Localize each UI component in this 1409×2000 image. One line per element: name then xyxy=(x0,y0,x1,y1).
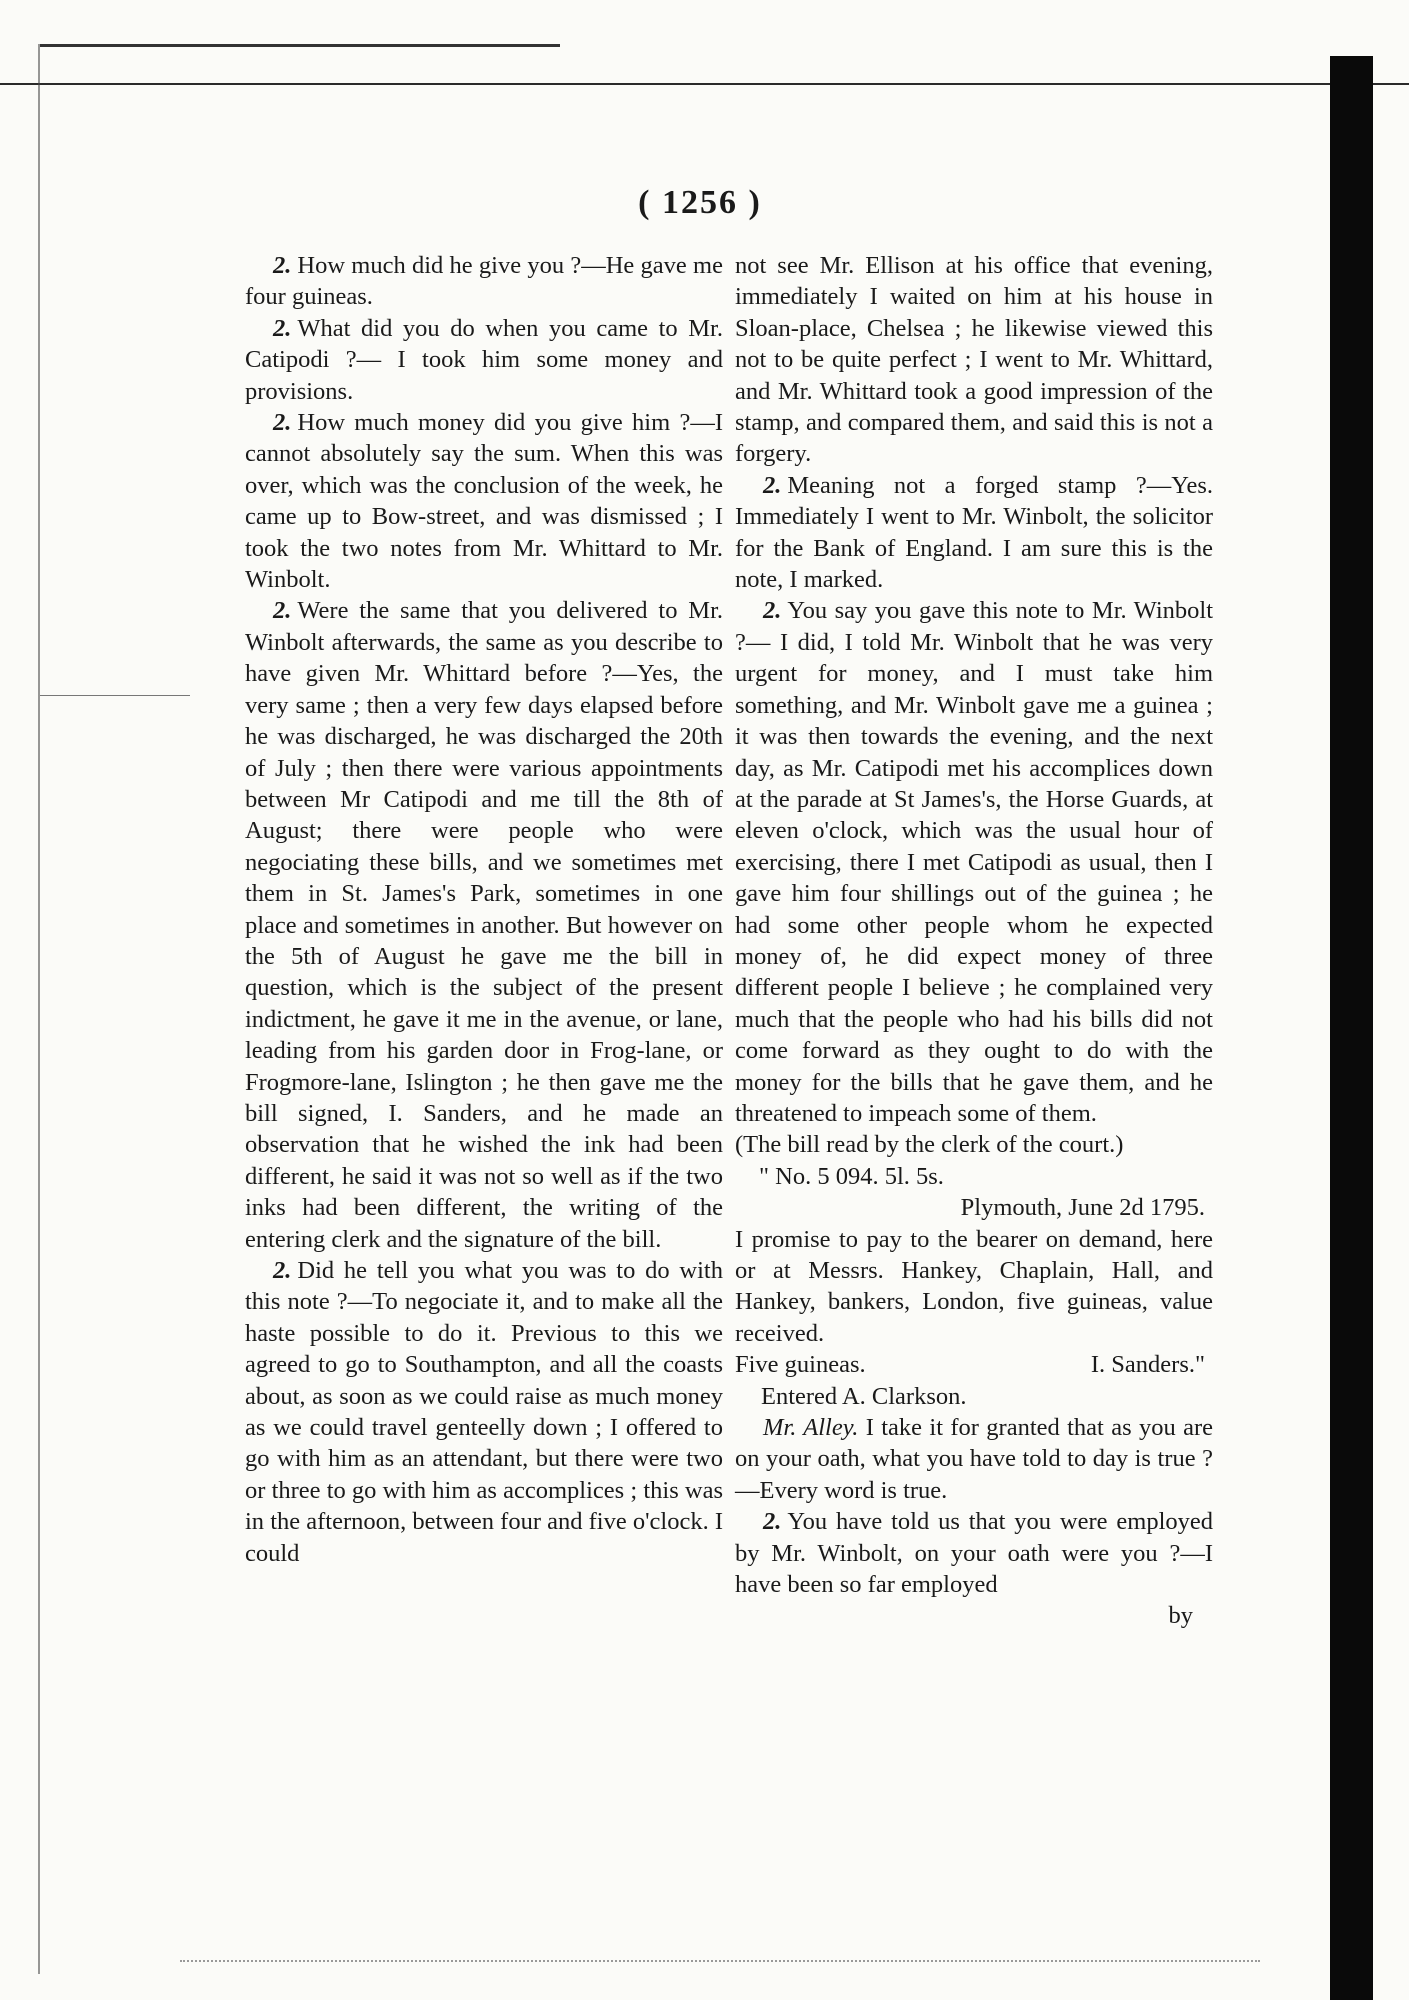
speaker-name: Mr. Alley. xyxy=(763,1414,859,1442)
paragraph-text: Meaning not a forged stamp ?—Yes. Immediately I went to Mr. Winbolt, the solicitor for the Bank of England. I am sure this is the note, I marked. xyxy=(735,471,1213,594)
scan-artifact-left-rule xyxy=(40,695,190,696)
question-mark-symbol: 2. xyxy=(273,314,292,342)
paragraph xyxy=(245,595,723,1255)
question-mark-symbol: 2. xyxy=(763,471,782,499)
paragraph-text: What did you do when you came to Mr. Catipodi ?— I took him some money and provisions. xyxy=(245,314,723,405)
bill-place-date: Plymouth, June 2d 1795. xyxy=(960,1194,1205,1222)
scan-artifact-top-dash xyxy=(40,44,560,47)
paragraph xyxy=(245,250,723,313)
scan-artifact-right-bar xyxy=(1330,56,1373,2000)
bill-number: " No. 5 094. 5l. 5s. xyxy=(759,1162,944,1190)
paragraph xyxy=(735,470,1213,596)
continuation-paragraph: not see Mr. Ellison at his office that evening, immediately I waited on him at his house in Sloan-place, Chelsea ; he likewise viewed this not to be quite perfect ; I went to Mr. Whittard, and Mr. Whittard took a good impression of the stamp, and compared them, and said this is not a forgery. xyxy=(735,252,1213,468)
paragraph-text: You have told us that you were employed by Mr. Winbolt, on your oath were you ?—I have been so far employed xyxy=(735,1508,1213,1599)
question-mark-symbol: 2. xyxy=(763,1508,782,1536)
bill-signature-line xyxy=(735,1349,1213,1380)
paragraph-text: Were the same that you delivered to Mr. Winbolt afterwards, the same as you describe to have given Mr. Whittard before ?—Yes, the very same ; then a very few days elapsed before he was discharged, he was discharged the 20th of July ; then there were various appointments between Mr Catipodi and me till the 8th of August; there were people who were negociating these bills, and we sometimes met them in St. James's Park, sometimes in one place and sometimes in another. But however on the 5th of August he gave me the bill in question, which is the subject of the present indictment, he gave it me in the avenue, or lane, leading from his garden door in Frog-lane, or Frogmore-lane, Islington ; he then gave me the bill signed, I. Sanders, and he made an observation that he wished the ink had been different, he said it was not so well as if the two inks had been different, the writing of the entering clerk and the signature of the bill. xyxy=(245,597,723,1253)
right-column xyxy=(735,250,1213,1632)
paragraph xyxy=(245,1255,723,1569)
bill-signature: I. Sanders." xyxy=(1090,1351,1205,1379)
question-mark-symbol: 2. xyxy=(763,597,782,625)
paragraph-text: I take it for granted that as you are on your oath, what you have told to day is true ?—Every word is true. xyxy=(735,1414,1213,1504)
paragraph-text: Did he tell you what you was to do with this note ?—To negociate it, and to make all the haste possible to do it. Previous to this we agreed to go to Southampton, and all the coasts about, as soon as we could raise as much money as we could travel genteelly down ; I offered to go with him as an attendant, but there were two or three to go with him as accomplices ; this was in the afternoon, between four and five o'clock. I could xyxy=(245,1257,723,1567)
scan-artifact-left-edge xyxy=(38,44,40,1974)
paragraph-text: How much money did you give him ?—I cannot absolutely say the sum. When this was over, which was the conclusion of the week, he came up to Bow-street, and was dismissed ; I took the two notes from Mr. Whittard to Mr. Winbolt. xyxy=(245,409,723,594)
left-column xyxy=(245,250,723,1569)
bill-read-note: (The bill read by the clerk of the court.) xyxy=(735,1131,1124,1159)
paragraph xyxy=(735,1506,1213,1600)
question-mark-symbol: 2. xyxy=(273,409,292,437)
bill-amount: Five guineas. xyxy=(735,1351,866,1379)
entered-by: Entered A. Clarkson. xyxy=(761,1382,967,1410)
paragraph xyxy=(735,595,1213,1129)
paragraph xyxy=(245,407,723,595)
scan-artifact-top-line xyxy=(0,83,1409,85)
question-mark-symbol: 2. xyxy=(273,597,292,625)
paragraph xyxy=(735,1412,1213,1506)
question-mark-symbol: 2. xyxy=(273,1257,292,1284)
paragraph xyxy=(245,313,723,407)
bill-body: I promise to pay to the bearer on demand, here or at Messrs. Hankey, Chaplain, Hall, and Hankey, bankers, London, five guineas, value received. xyxy=(735,1225,1213,1347)
page-number: ( 1256 ) xyxy=(638,184,762,221)
scan-artifact-bottom-noise xyxy=(180,1960,1260,1964)
paragraph-text: How much did he give you ?—He gave me four guineas. xyxy=(245,252,723,311)
catchword: by xyxy=(1168,1602,1193,1630)
question-mark-symbol: 2. xyxy=(273,252,292,279)
paragraph-text: You say you gave this note to Mr. Winbolt ?— I did, I told Mr. Winbolt that he was very urgent for money, and I must take him something, and Mr. Winbolt gave me a guinea ; it was then towards the evening, and the next day, as Mr. Catipodi met his accomplices down at the parade at St James's, the Horse Guards, at eleven o'clock, which was the usual hour of exercising, there I met Catipodi as usual, then I gave him four shillings out of the guinea ; he had some other people whom he expected money of, he did expect money of three different people I believe ; he complained very much that the people who had his bills did not come forward as they ought to do with the money for the bills that he gave them, and he threatened to impeach some of them. xyxy=(735,597,1213,1127)
